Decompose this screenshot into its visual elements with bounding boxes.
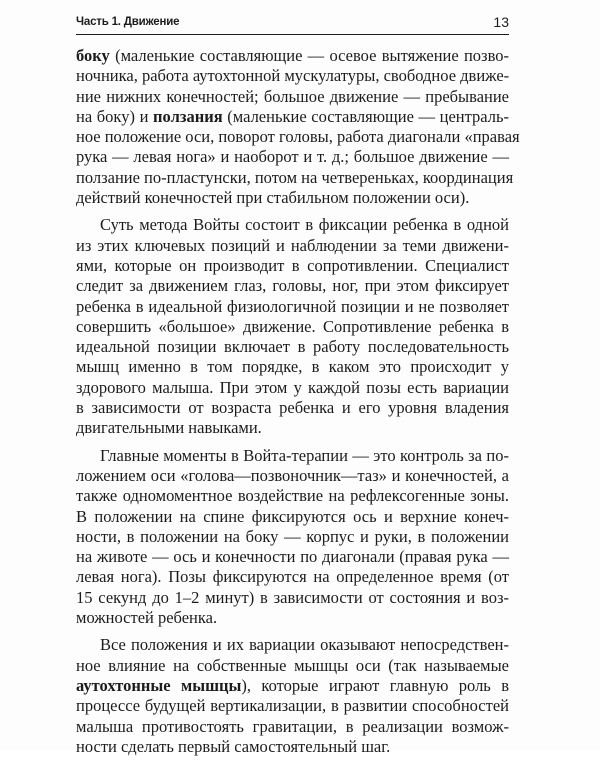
text-line <box>76 567 509 587</box>
text-run: двигательными навыками. <box>76 418 262 438</box>
text-run: рука — левая нога» и наоборот и т. д.; большое движение — <box>76 147 509 167</box>
text-line <box>76 446 509 466</box>
text-line <box>76 696 509 716</box>
text-run: идеальной позиции включает в работу последовательность <box>76 337 509 357</box>
text-run: совершить «большое» движение. Сопротивление ребенка в <box>76 316 509 336</box>
text-line <box>76 656 509 676</box>
text-line <box>76 147 509 167</box>
text-run: следит за движением глаз, головы, ног, при этом фиксирует <box>76 276 509 296</box>
text-line <box>76 608 509 628</box>
text-run: 15 секунд до 1–2 минут) в зависимости от состояния и воз- <box>76 587 509 607</box>
text-line <box>76 337 509 357</box>
text-run: ние нижних конечностей; большое движение — пребывание <box>76 86 509 106</box>
bold-term: аутохтонные мышцы <box>76 675 242 695</box>
text-line <box>76 357 509 377</box>
text-line <box>76 486 509 506</box>
text-run: ночника, работа аутохтонной мускулатуры, свободное движе- <box>76 66 510 86</box>
text-line <box>76 466 509 486</box>
text-run: левая нога). Позы фиксируются на определенное время (от <box>76 567 509 587</box>
text-line <box>76 317 509 337</box>
bold-term: боку <box>76 46 110 65</box>
body-text <box>76 46 520 764</box>
text-run: на животе — ось и конечности по диагонали (правая рука — <box>76 547 509 567</box>
text-line <box>76 256 509 276</box>
text-line <box>76 87 509 107</box>
text-line <box>76 107 509 127</box>
paragraph <box>76 46 520 208</box>
text-run: в зависимости от возраста ребенка и его уровня владения <box>76 398 509 418</box>
bold-term: ползания <box>153 106 223 126</box>
text-line <box>76 635 509 655</box>
text-line <box>76 215 509 235</box>
text-line <box>76 127 520 147</box>
text-run: ребенка в идеальной физиологичной позиции и не позволяет <box>76 296 509 316</box>
paragraph <box>76 635 509 757</box>
page-number: 13 <box>493 14 509 30</box>
text-run: ности сделать первый самостоятельный шаг. <box>76 736 391 756</box>
text-run: ползание по-пластунски, потом на четвереньках, координация <box>76 167 514 187</box>
text-line <box>76 46 509 66</box>
text-run: (маленькие составляющие — осевое вытяжение позво- <box>109 46 509 65</box>
text-line <box>76 297 509 317</box>
text-run: мышц именно в том порядке, в каком это происходит у <box>76 357 509 377</box>
text-run: также одномоментное воздействие на рефлексогенные зоны. <box>76 486 509 506</box>
text-run: на боку) и <box>76 106 154 126</box>
text-run: ями, которые он производит в сопротивлении. Специалист <box>76 255 509 275</box>
text-run: процессе будущей вертикализации, в развитии способностей <box>76 696 509 716</box>
text-run: малыша противостоять гравитации, в реализации возмож- <box>76 716 509 736</box>
text-run: ности, в положении на боку — корпус и руки, в положении <box>76 526 509 546</box>
text-run: из этих ключевых позиций и наблюдении за теми движени- <box>76 235 509 255</box>
text-line <box>76 527 509 547</box>
text-run: Все положения и их вариации оказывают непосредствен- <box>100 635 509 655</box>
chapter-title: Часть 1. Движение <box>76 16 180 28</box>
text-line <box>76 236 509 256</box>
text-run: здорового малыша. При этом у каждой позы есть вариации <box>76 377 509 397</box>
text-line <box>76 547 509 567</box>
text-run: Главные моменты в Войта-терапии — это контроль за по- <box>100 445 509 465</box>
text-run: В положении на спине фиксируются ось и верхние конеч- <box>76 506 509 526</box>
paragraph <box>76 215 509 438</box>
text-line <box>76 66 509 86</box>
text-run: ), которые играют главную роль в <box>241 675 509 695</box>
text-line <box>76 418 509 438</box>
text-run: ное влияние на собственные мышцы оси (так называемые <box>76 655 509 675</box>
running-header <box>76 14 509 35</box>
text-line <box>76 676 509 696</box>
text-line <box>76 167 514 188</box>
text-run: ложением оси «голова—позвоночник—таз» и конечностей, а <box>76 465 509 485</box>
text-line <box>76 717 509 737</box>
paragraph <box>76 446 509 629</box>
text-line <box>76 398 509 418</box>
text-run: Суть метода Войты состоит в фиксации ребенка в одной <box>100 215 509 235</box>
text-line <box>76 378 509 398</box>
text-line <box>76 588 509 608</box>
text-line <box>76 507 509 527</box>
text-line <box>76 188 509 208</box>
text-line <box>76 737 509 757</box>
text-run: (маленькие составляющие — централь- <box>222 106 510 126</box>
text-run: действий конечностей при стабильном положении оси). <box>76 188 470 208</box>
text-line <box>76 276 509 296</box>
text-run: ное положение оси, поворот головы, работа диагонали «правая <box>76 127 520 147</box>
text-run: можностей ребенка. <box>76 608 218 628</box>
